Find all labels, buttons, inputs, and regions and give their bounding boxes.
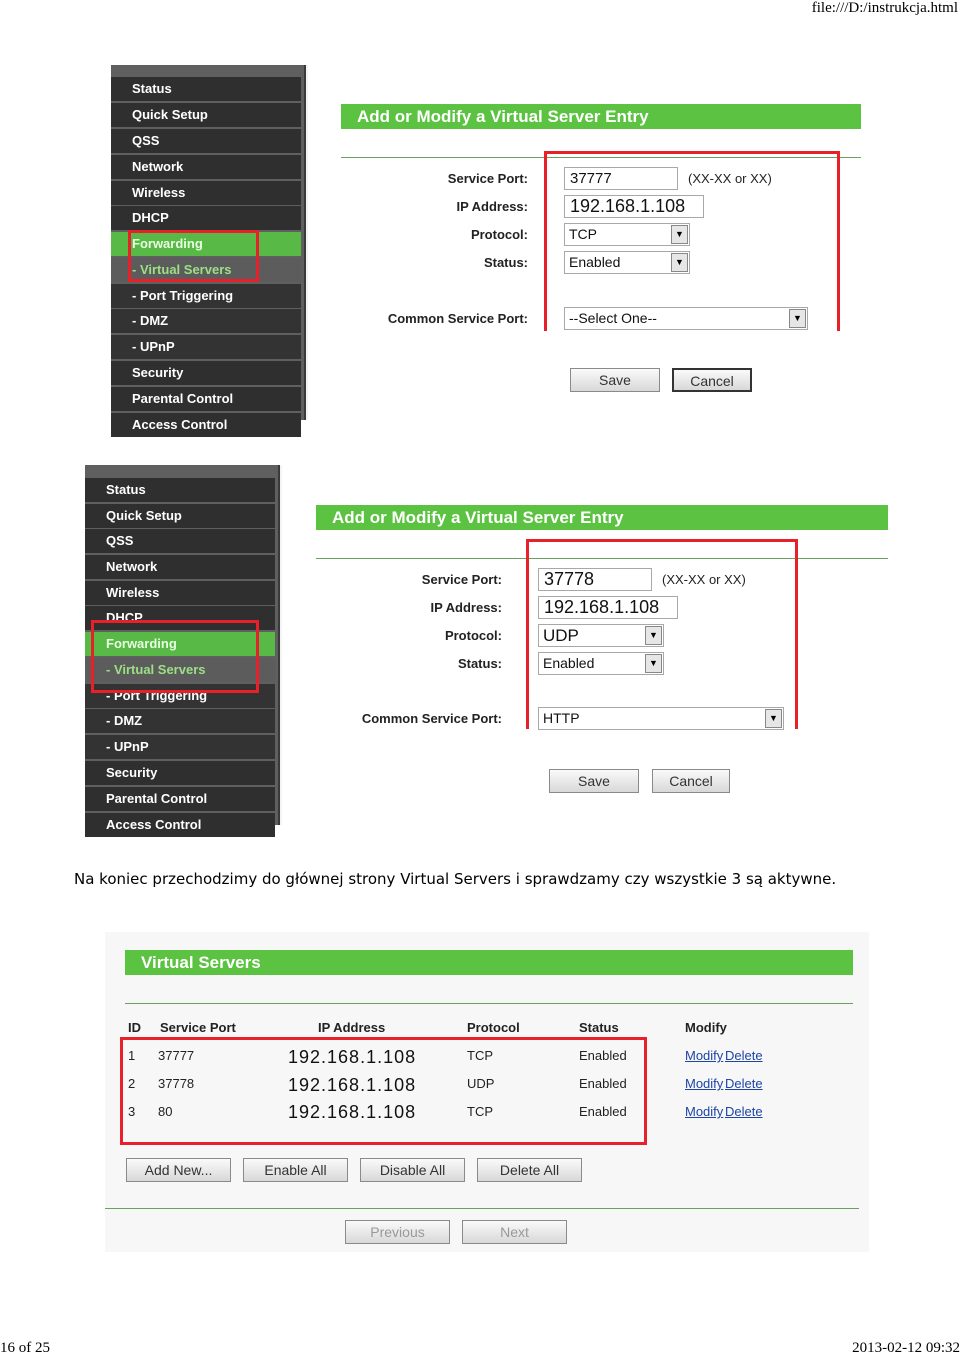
screenshot-entry-2 — [85, 465, 888, 832]
enable-all-button[interactable]: Enable All — [243, 1158, 348, 1182]
row-service-port: 37778 — [158, 1076, 195, 1091]
menu-access-control[interactable]: Access Control — [85, 813, 275, 837]
menu-status[interactable]: Status — [85, 478, 275, 502]
common-service-port-label: Common Service Port: — [387, 311, 528, 326]
common-service-port-value: HTTP — [543, 710, 580, 726]
row-id: 3 — [128, 1104, 136, 1119]
delete-all-button[interactable]: Delete All — [477, 1158, 582, 1182]
status-value: Enabled — [543, 655, 595, 671]
screenshot-virtual-servers-list — [105, 932, 869, 1252]
menu-parental-control[interactable]: Parental Control — [111, 387, 301, 411]
menu-security[interactable]: Security — [85, 761, 275, 785]
cancel-button[interactable]: Cancel — [672, 368, 752, 392]
service-port-label: Service Port: — [447, 171, 528, 186]
row-protocol: TCP — [467, 1048, 493, 1063]
menu-parental-control[interactable]: Parental Control — [85, 787, 275, 811]
menu-qss[interactable]: QSS — [111, 129, 301, 153]
menu-qss[interactable]: QSS — [85, 529, 275, 553]
ip-address-input[interactable]: 192.168.1.108 — [538, 596, 678, 619]
previous-button[interactable]: Previous — [345, 1220, 450, 1244]
form-title: Add or Modify a Virtual Server Entry — [341, 104, 861, 129]
divider — [105, 1208, 859, 1209]
col-service-port-header: Service Port — [160, 1020, 236, 1035]
dropdown-arrow-icon[interactable]: ▼ — [671, 253, 688, 272]
row-ip-address: 192.168.1.108 — [288, 1102, 417, 1122]
page-url: file:///D:/instrukcja.html — [811, 0, 958, 16]
row-protocol: UDP — [467, 1076, 495, 1091]
divider — [125, 1003, 853, 1004]
row-status: Enabled — [579, 1104, 627, 1119]
print-datetime: 2013-02-12 09:32 — [852, 1340, 960, 1356]
row-protocol: TCP — [467, 1104, 493, 1119]
menu-virtual-servers[interactable]: - Virtual Servers — [85, 658, 275, 682]
protocol-label: Protocol: — [444, 628, 502, 643]
row-id: 1 — [128, 1048, 136, 1063]
add-new-button[interactable]: Add New... — [126, 1158, 231, 1182]
menu-virtual-servers[interactable]: - Virtual Servers — [111, 258, 301, 282]
highlight-frame — [526, 539, 798, 729]
protocol-value: TCP — [569, 226, 597, 242]
virtual-servers-title: Virtual Servers — [125, 950, 853, 975]
ip-address-input[interactable]: 192.168.1.108 — [564, 195, 704, 218]
delete-link[interactable]: Delete — [725, 1076, 763, 1091]
menu-dhcp[interactable]: DHCP — [85, 606, 275, 630]
row-service-port: 80 — [158, 1104, 173, 1119]
highlight-frame — [91, 620, 259, 693]
highlight-frame — [120, 1037, 647, 1145]
col-modify-header: Modify — [685, 1020, 727, 1035]
menu-security[interactable]: Security — [111, 361, 301, 385]
modify-link[interactable]: Modify — [685, 1076, 724, 1091]
common-service-port-label: Common Service Port: — [361, 711, 502, 726]
modify-link[interactable]: Modify — [685, 1048, 724, 1063]
form-panel — [282, 465, 888, 825]
menu-dmz[interactable]: - DMZ — [85, 709, 275, 733]
menu-forwarding[interactable]: Forwarding — [85, 632, 275, 656]
cancel-button[interactable]: Cancel — [652, 769, 730, 793]
menu-network[interactable]: Network — [111, 155, 301, 179]
menu-access-control[interactable]: Access Control — [111, 413, 301, 437]
row-ip-address: 192.168.1.108 — [288, 1047, 417, 1067]
protocol-label: Protocol: — [470, 227, 528, 242]
disable-all-button[interactable]: Disable All — [360, 1158, 465, 1182]
menu-wireless[interactable]: Wireless — [85, 581, 275, 605]
menu-quick-setup[interactable]: Quick Setup — [85, 504, 275, 528]
save-button[interactable]: Save — [570, 368, 660, 392]
save-button[interactable]: Save — [549, 769, 639, 793]
port-format-hint: (XX-XX or XX) — [662, 572, 746, 587]
highlight-frame — [544, 151, 840, 331]
menu-upnp[interactable]: - UPnP — [111, 335, 301, 359]
status-value: Enabled — [569, 254, 621, 270]
modify-link[interactable]: Modify — [685, 1104, 724, 1119]
row-service-port: 37777 — [158, 1048, 195, 1063]
common-service-port-value: --Select One-- — [569, 310, 657, 326]
col-id-header: ID — [128, 1020, 141, 1035]
instruction-paragraph: Na koniec przechodzimy do głównej strony Virtual Servers i sprawdzamy czy wszystkie 3 są aktywne. — [74, 870, 837, 888]
col-protocol-header: Protocol — [467, 1020, 520, 1035]
dropdown-arrow-icon[interactable]: ▼ — [765, 709, 782, 728]
menu-wireless[interactable]: Wireless — [111, 181, 301, 205]
delete-link[interactable]: Delete — [725, 1048, 763, 1063]
status-label: Status: — [457, 656, 502, 671]
col-ip-address-header: IP Address — [318, 1020, 386, 1035]
menu-network[interactable]: Network — [85, 555, 275, 579]
menu-status[interactable]: Status — [111, 77, 301, 101]
highlight-frame — [128, 230, 259, 282]
menu-upnp[interactable]: - UPnP — [85, 735, 275, 759]
dropdown-arrow-icon[interactable]: ▼ — [645, 626, 662, 645]
service-port-input[interactable]: 37778 — [538, 568, 652, 591]
delete-link[interactable]: Delete — [725, 1104, 763, 1119]
menu-forwarding[interactable]: Forwarding — [111, 232, 301, 256]
status-label: Status: — [483, 255, 528, 270]
menu-quick-setup[interactable]: Quick Setup — [111, 103, 301, 127]
row-status: Enabled — [579, 1076, 627, 1091]
protocol-value: UDP — [543, 626, 579, 645]
port-format-hint: (XX-XX or XX) — [688, 171, 772, 186]
ip-address-label: IP Address: — [430, 600, 502, 615]
menu-port-triggering[interactable]: - Port Triggering — [85, 684, 275, 708]
form-title: Add or Modify a Virtual Server Entry — [316, 505, 888, 530]
dropdown-arrow-icon[interactable]: ▼ — [789, 309, 806, 328]
next-button[interactable]: Next — [462, 1220, 567, 1244]
page-counter: 16 of 25 — [0, 1340, 50, 1356]
screenshot-entry-1 — [111, 65, 861, 432]
menu-dhcp[interactable]: DHCP — [111, 206, 301, 230]
dropdown-arrow-icon[interactable]: ▼ — [645, 654, 662, 673]
service-port-label: Service Port: — [421, 572, 502, 587]
col-status-header: Status — [579, 1020, 619, 1035]
menu-port-triggering[interactable]: - Port Triggering — [111, 284, 301, 308]
service-port-input[interactable]: 37777 — [564, 167, 678, 190]
row-id: 2 — [128, 1076, 136, 1091]
row-status: Enabled — [579, 1048, 627, 1063]
form-panel — [308, 65, 861, 420]
menu-dmz[interactable]: - DMZ — [111, 309, 301, 333]
dropdown-arrow-icon[interactable]: ▼ — [671, 225, 688, 244]
ip-address-label: IP Address: — [456, 199, 528, 214]
row-ip-address: 192.168.1.108 — [288, 1075, 417, 1095]
